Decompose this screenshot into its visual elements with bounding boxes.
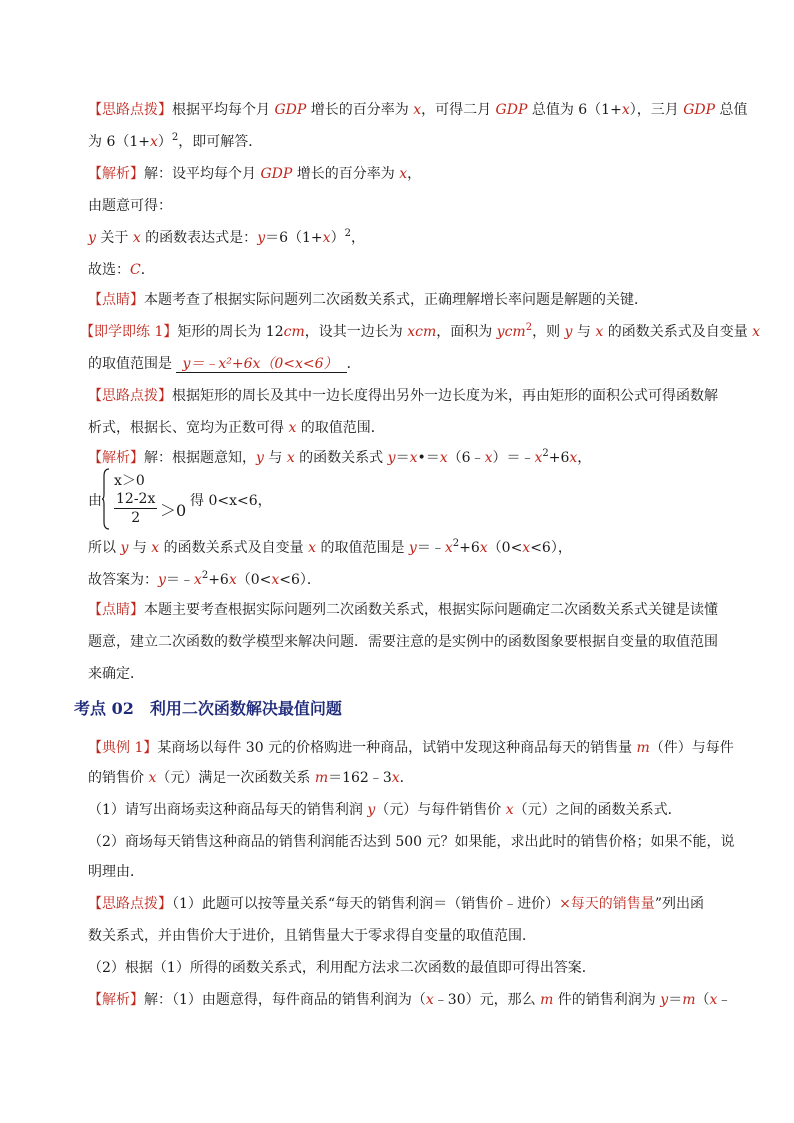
text-segment: x [148,770,157,786]
text-segment: x [409,450,418,466]
text-line [88,800,682,820]
text-segment: ﹣ [717,992,732,1008]
text-segment: y [120,540,129,556]
text-segment: ，可得二月 [421,102,496,118]
fraction [114,490,157,527]
text-segment: 的函数关系式及自变量 [603,324,753,340]
text-segment: GDP [260,166,293,182]
text-segment: y＝﹣x²+6x（0<x<6） [176,356,346,373]
text-segment: x [505,802,514,818]
fraction-denominator: 2 [131,510,141,526]
text-line [88,164,421,184]
text-segment: x [271,572,280,588]
text-segment: （元）满足一次函数关系 [156,770,315,786]
text-segment: （1）此题可以按等量关系“每天的销售利润＝（销售价﹣进价） [172,896,560,912]
text-segment: x [288,420,297,436]
text-segment: x [322,230,331,246]
text-segment: 为 6（1+ [88,134,150,150]
text-segment: 故答案为： [88,572,158,588]
text-segment: ，设其一边长为 [304,324,408,340]
text-segment: 2 [452,538,460,549]
text-segment: <6）， [530,540,572,556]
text-segment: ，面积为 [436,324,497,340]
text-segment: m [540,992,554,1008]
text-line [88,738,734,758]
text-segment: y [256,450,264,466]
text-segment: x [399,166,408,182]
text-segment: 【思路点拨】 [88,388,172,404]
text-line [88,570,321,590]
text-segment: ），三月 [629,102,684,118]
text-segment: +6 [208,572,229,588]
text-segment: （ [695,992,710,1008]
text-line [88,386,718,406]
text-line [88,600,718,620]
text-segment: x [151,540,160,556]
text-segment: （元）之间的函数关系式． [513,802,682,818]
text-segment: ，即可解答． [178,134,263,150]
text-segment: y [158,572,166,588]
text-segment: x [621,102,630,118]
text-segment: 【思路点拨】 [88,102,172,118]
text-segment: 2 [525,322,533,333]
text-segment: x [522,540,531,556]
text-segment: x [484,450,493,466]
text-segment: x [534,450,543,466]
text-segment: 2 [201,570,209,581]
text-segment: x [193,572,202,588]
fraction-relation: ＞0 [160,501,187,520]
text-segment: 的函数关系式及自变量 [159,540,309,556]
text-segment: y [88,230,96,246]
text-segment: GDP [683,102,716,118]
text-segment: 的取值范围是 [88,356,177,372]
text-segment: ， [350,230,365,246]
text-segment: 的函数关系式 [294,450,388,466]
text-segment: （元）与每件销售价 [375,802,506,818]
text-segment: 增长的百分率为 [292,166,400,182]
text-line [88,990,731,1010]
text-segment: 明理由． [88,864,144,880]
text-segment: ×每天的销售量 [559,896,655,912]
text-segment: ，则 [532,324,565,340]
text-line [88,260,155,280]
text-segment: （0< [487,540,523,556]
text-segment: 件的销售利润为 [553,992,661,1008]
text-segment: m [682,992,696,1008]
text-segment: ＝﹣ [165,572,194,588]
text-segment: x [569,450,578,466]
text-segment: x [709,992,718,1008]
text-segment: y [387,450,396,466]
text-segment: 与 [572,324,596,340]
text-line [88,448,591,468]
text-segment: 析式，根据长、宽均为正数可得 [88,420,289,436]
text-line [88,538,572,558]
text-segment: •＝ [417,450,440,466]
text-segment: 【解析】 [88,166,144,182]
text-segment: 总值 [715,102,748,118]
text-segment: （6﹣ [447,450,485,466]
text-line [88,418,385,438]
text-segment: 【解析】 [88,992,144,1008]
text-segment: 本题主要考查根据实际问题列二次函数关系式，根据实际问题确定二次函数关系式关键是读懂 [144,602,718,618]
text-segment: 故选： [88,262,130,278]
text-segment: ． [346,356,361,372]
text-segment: ＝162﹣3 [328,770,392,786]
text-segment: x [132,230,141,246]
text-segment: 2 [542,448,549,459]
text-segment: （1）请写出商场卖这种商品每天的销售利润 [88,802,368,818]
text-segment: x [425,992,434,1008]
text-segment: 【点睛】 [88,292,144,308]
text-segment: x [286,450,295,466]
text-segment: ＝6（1+ [265,230,323,246]
text-segment: ＝ [395,450,410,466]
text-segment: （2）商场每天销售这种商品的销售利润能否达到 500 元？如果能，求出此时的销售价格；如果不能，说 [88,834,735,850]
text-segment: <6）． [279,572,321,588]
text-line [88,958,596,978]
text-line [88,664,144,684]
text-segment: 【解析】 [88,450,144,466]
text-segment: 本题考查了根据实际问题列二次函数关系式，正确理解增长率问题是解题的关键． [144,292,648,308]
text-line [80,322,760,342]
text-segment: +6 [548,450,570,466]
text-segment: 增长的百分率为 [306,102,414,118]
text-line [88,196,172,216]
text-line [88,768,414,788]
text-segment: x [150,134,158,150]
text-segment: 由题意可得： [88,198,172,214]
text-segment: m [636,740,650,756]
text-segment: ． [140,262,155,278]
text-segment: 根据平均每个月 [172,102,275,118]
text-segment: y [564,324,573,340]
system-row-1: x＞0 [114,473,145,489]
text-segment: ， [577,450,592,466]
text-segment: 2 [171,132,179,143]
text-segment: y [660,992,669,1008]
text-segment: 【即学即练 1】 [80,324,178,340]
text-segment: y [408,540,417,556]
text-segment: 解：设平均每个月 [144,166,261,182]
text-segment: （件）与每件 [649,740,734,756]
text-segment: 所以 [88,540,121,556]
text-segment: 数关系式，并由售价大于进价，且销售量大于零求得自变量的取值范围． [88,928,536,944]
text-segment: x [228,572,237,588]
text-segment: x [444,540,453,556]
text-segment: 某商场以每件 30 元的价格购进一种商品，试销中发现这种商品每天的销售量 [157,740,637,756]
text-line [88,132,262,152]
text-segment: x [439,450,448,466]
text-line [88,290,648,310]
text-segment: 的取值范围． [296,420,385,436]
text-segment: 的销售价 [88,770,149,786]
text-segment: 题意，建立二次函数的数学模型来解决问题．需要注意的是实例中的函数图象要根据自变量的取值范围 [88,634,718,650]
text-segment: 与 [263,450,287,466]
text-segment: m [314,770,329,786]
text-line [88,632,718,652]
fraction-numerator: 12-2x [116,491,156,507]
text-segment: y [257,230,266,246]
text-segment: 根据矩形的周长及其中一边长度得出另外一边长度为米，再由矩形的面积公式可得函数解 [172,388,718,404]
text-segment: 矩形的周长为 12 [177,324,284,340]
text-segment: ＝﹣ [416,540,445,556]
text-segment: 【典例 1】 [88,740,158,756]
text-segment: GDP [495,102,528,118]
text-segment: C [130,262,141,278]
text-segment: ． [399,770,414,786]
text-segment: GDP [274,102,307,118]
text-segment: x [391,770,400,786]
text-segment: 来确定． [88,666,144,682]
text-segment: ycm [496,324,526,340]
text-segment: 解：（1）由题意得，每件商品的销售利润为（ [144,992,426,1008]
text-segment: 2 [344,228,351,239]
system-result: 得 0<x<6， [190,493,272,509]
text-segment: ”列出函 [654,896,704,912]
text-segment: 与 [128,540,152,556]
text-segment: x [595,324,604,340]
text-segment: （0< [236,572,272,588]
text-segment: ） [157,134,172,150]
system-prefix: 由 [88,493,102,509]
text-segment: 的函数表达式是： [140,230,258,246]
text-segment: x [413,102,422,118]
text-segment: ， [407,166,422,182]
text-segment: ﹣30）元，那么 [433,992,541,1008]
text-line [88,862,144,882]
text-segment: ＝ [668,992,683,1008]
text-line [88,228,365,248]
text-line [88,354,361,374]
text-segment: xcm [407,324,437,340]
text-segment: x [308,540,316,556]
text-segment: 解：根据题意知， [144,450,256,466]
text-segment: 【思路点拨】 [88,896,172,912]
text-segment: （2）根据（1）所得的函数关系式，利用配方法求二次函数的最值即可得出答案． [88,960,596,976]
text-segment: y [367,802,376,818]
text-segment: 【点睛】 [88,602,144,618]
text-segment: 的取值范围是 [316,540,409,556]
text-segment: x [752,324,761,340]
text-line [88,832,735,852]
text-segment: +6 [459,540,480,556]
section-heading: 考点 02 利用二次函数解决最值问题 [74,699,342,718]
text-segment: ） [330,230,345,246]
text-line [88,894,704,914]
text-segment: ）＝﹣ [492,450,535,466]
text-segment: cm [283,324,305,340]
text-segment: 关于 [95,230,133,246]
text-line [88,100,747,120]
brace-icon [102,468,110,530]
text-line [88,926,536,946]
inequality-system [88,468,288,532]
text-segment: x [479,540,488,556]
text-segment: 总值为 6（1+ [527,102,622,118]
